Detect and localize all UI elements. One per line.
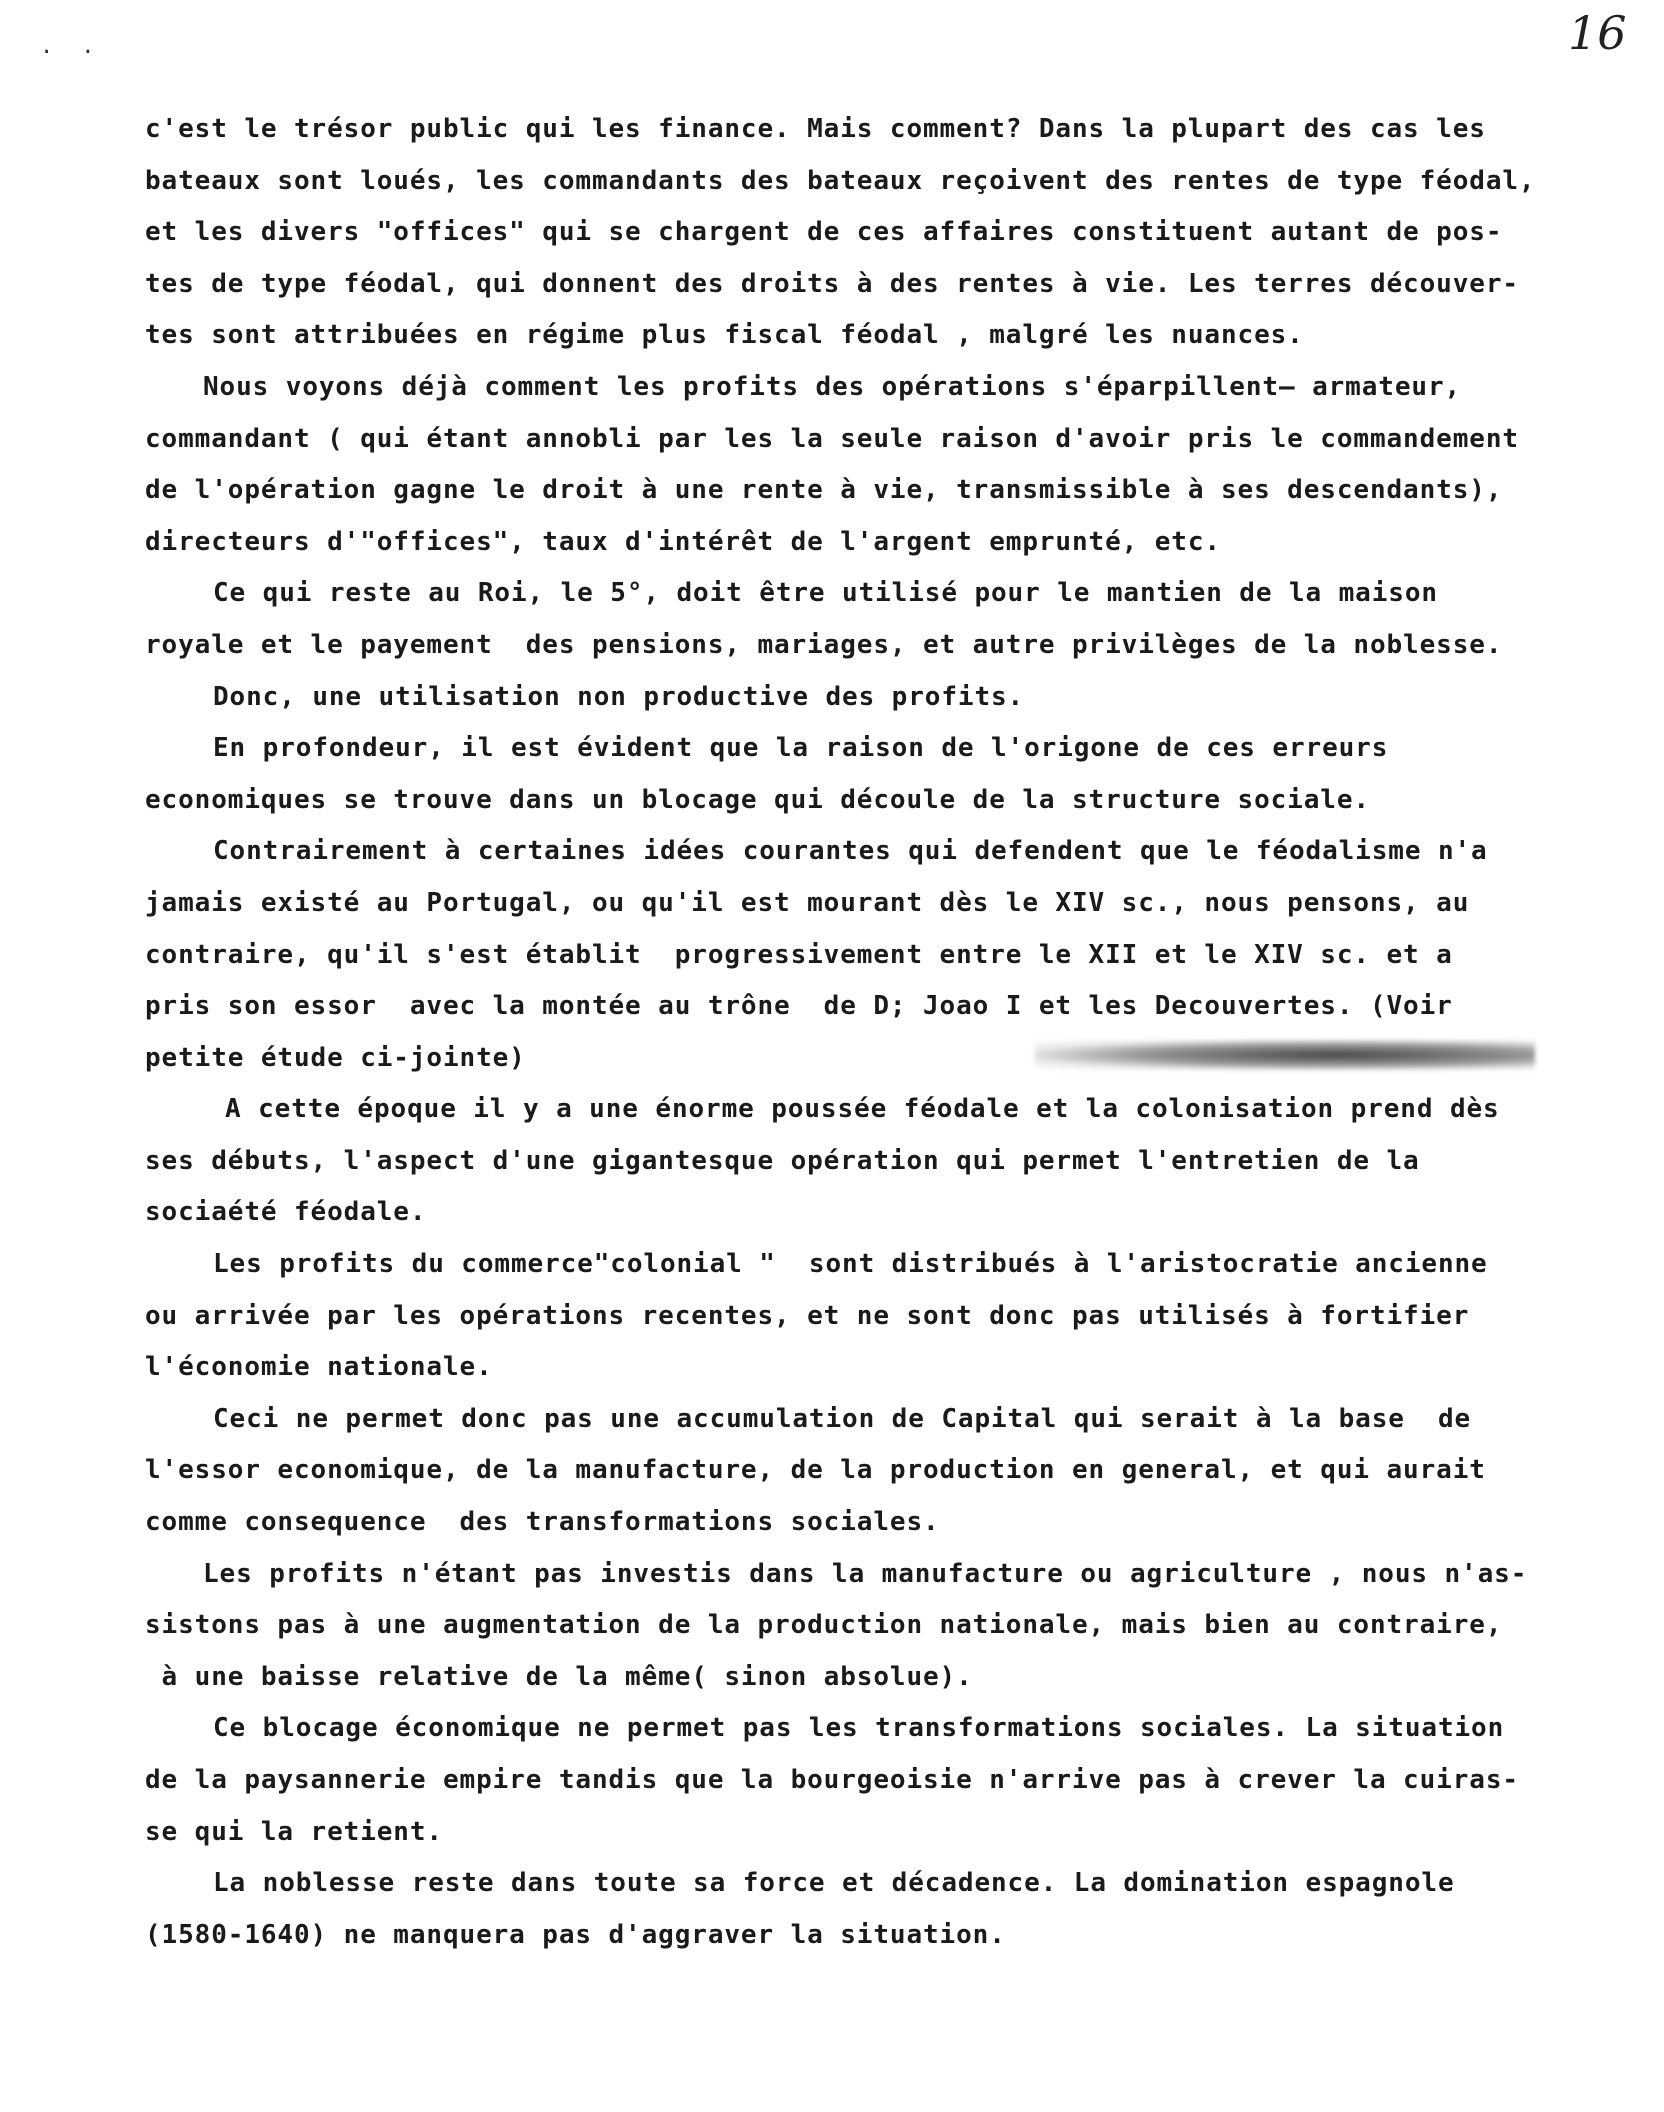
text-line: comme consequence des transformations sociales. xyxy=(145,1507,940,1538)
text-line: petite étude ci-jointe) xyxy=(145,1042,526,1073)
text-line: Donc, une utilisation non productive des profits. xyxy=(213,681,1025,712)
text-line: sistons pas à une augmentation de la production nationale, mais bien au contraire, xyxy=(145,1610,1503,1641)
text-line: jamais existé au Portugal, ou qu'il est mourant dès le XIV sc., nous pensons, au xyxy=(145,887,1470,918)
text-line: Ce blocage économique ne permet pas les transformations sociales. La situation xyxy=(213,1713,1505,1744)
text-line: l'essor economique, de la manufacture, de la production en general, et qui aurait xyxy=(145,1455,1486,1486)
text-line: à une baisse relative de la même( sinon absolue). xyxy=(145,1661,973,1692)
text-line: Ceci ne permet donc pas une accumulation de Capital qui serait à la base de xyxy=(213,1403,1472,1434)
text-line: economiques se trouve dans un blocage qui découle de la structure sociale. xyxy=(145,784,1370,815)
text-line: se qui la retient. xyxy=(145,1816,443,1847)
text-line: tes sont attribuées en régime plus fiscal féodal , malgré les nuances. xyxy=(145,320,1304,351)
text-line: royale et le payement des pensions, mariages, et autre privilèges de la noblesse. xyxy=(145,629,1503,660)
text-line: bateaux sont loués, les commandants des bateaux reçoivent des rentes de type féodal, xyxy=(145,165,1536,196)
text-line: Ce qui reste au Roi, le 5°, doit être utilisé pour le mantien de la maison xyxy=(213,578,1438,609)
page-number: 16 xyxy=(1568,6,1627,60)
text-line: contraire, qu'il s'est établit progressivement entre le XII et le XIV sc. et a xyxy=(145,939,1453,970)
text-line: (1580-1640) ne manquera pas d'aggraver la situation. xyxy=(145,1919,1006,1950)
text-line: En profondeur, il est évident que la raison de l'origone de ces erreurs xyxy=(213,733,1389,764)
text-line: La noblesse reste dans toute sa force et décadence. La domination espagnole xyxy=(213,1868,1455,1899)
body-text xyxy=(145,104,1605,1961)
text-line: commandant ( qui étant annobli par les la seule raison d'avoir pris le commandement xyxy=(145,423,1519,454)
text-line: directeurs d'"offices", taux d'intérêt de l'argent emprunté, etc. xyxy=(145,526,1221,557)
margin-specks: ·· xyxy=(40,40,123,65)
text-line: Contrairement à certaines idées courantes qui defendent que le féodalisme n'a xyxy=(213,836,1488,867)
text-line: et les divers "offices" qui se chargent de ces affaires constituent autant de pos- xyxy=(145,217,1503,248)
text-line: c'est le trésor public qui les finance. Mais comment? Dans la plupart des cas les xyxy=(145,114,1486,144)
text-line: ou arrivée par les opérations recentes, et ne sont donc pas utilisés à fortifier xyxy=(145,1300,1470,1331)
text-line: de l'opération gagne le droit à une rente à vie, transmissible à ses descendants), xyxy=(145,475,1503,506)
text-line: Les profits n'étant pas investis dans la manufacture ou agriculture , nous n'as- xyxy=(203,1558,1528,1589)
text-line: A cette époque il y a une énorme poussée féodale et la colonisation prend dès xyxy=(225,1094,1500,1125)
text-line: Nous voyons déjà comment les profits des opérations s'éparpillent— armateur, xyxy=(203,371,1462,402)
text-line: de la paysannerie empire tandis que la bourgeoisie n'arrive pas à crever la cuiras- xyxy=(145,1765,1519,1795)
text-line: Les profits du commerce"colonial " sont distribués à l'aristocratie ancienne xyxy=(213,1249,1488,1280)
text-line: sociaété féodale. xyxy=(145,1197,427,1228)
text-line: ses débuts, l'aspect d'une gigantesque opération qui permet l'entretien de la xyxy=(145,1145,1420,1176)
text-line: l'économie nationale. xyxy=(145,1352,493,1383)
text-line: pris son essor avec la montée au trône de D; Joao I et les Decouvertes. (Voir xyxy=(145,991,1453,1022)
text-line: tes de type féodal, qui donnent des droits à des rentes à vie. Les terres découver- xyxy=(145,268,1519,299)
